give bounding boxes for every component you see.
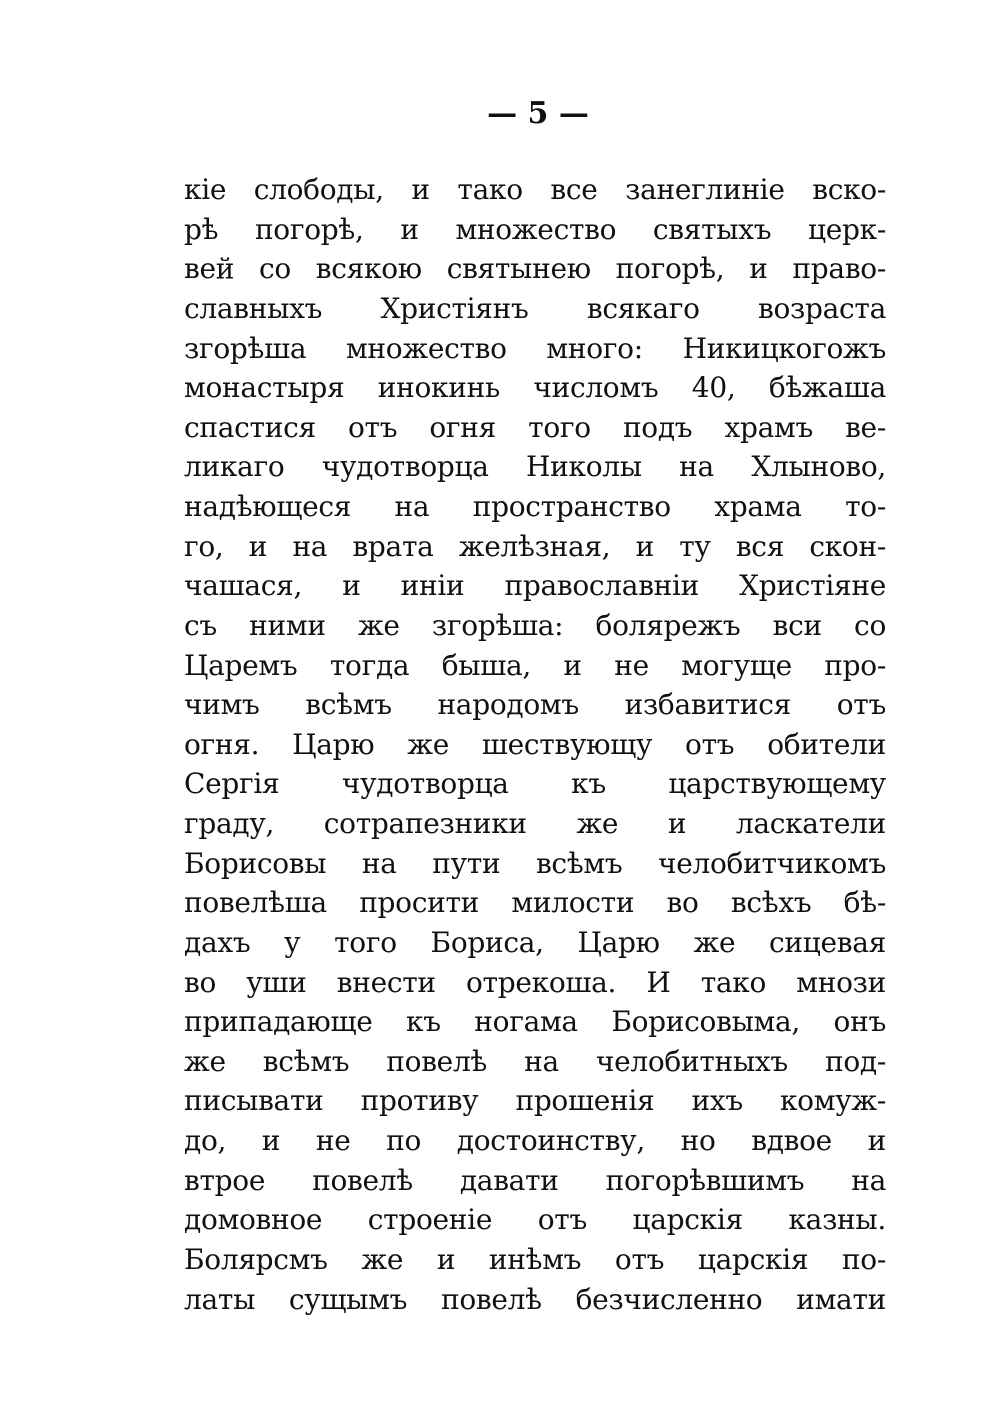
text-line: згорѣша множество много: Никицкогожъ: [184, 331, 886, 365]
text-line: славныхъ Христіянъ всякаго возраста: [184, 291, 886, 325]
text-line: монастыря инокинь числомъ 40, бѣжаша: [184, 371, 886, 405]
text-line: дахъ у того Бориса, Царю же сицевая: [184, 925, 886, 959]
text-line: го, и на врата желѣзная, и ту вся скон-: [184, 529, 886, 563]
text-line: кіе слободы, и тако все занеглиніе вско-: [184, 173, 886, 206]
text-line: Борисовы на пути всѣмъ челобитчикомъ: [184, 846, 886, 880]
text-line: Царемъ тогда быша, и не могуще про-: [184, 648, 886, 682]
text-line: граду, сотрапезники же и ласкатели: [184, 807, 886, 840]
text-line: домовное строеніе отъ царскія казны.: [184, 1203, 886, 1237]
text-line: чимъ всѣмъ народомъ избавитися отъ: [184, 688, 886, 722]
text-line: надѣющеся на пространство храма то-: [184, 490, 886, 523]
text-line: во уши внести отрекоша. И тако мнози: [184, 965, 886, 999]
text-line: Сергія чудотворца къ царствующему: [184, 767, 886, 801]
page-number: — 5 —: [487, 96, 589, 131]
text-line: повелѣша просити милости во всѣхъ бѣ-: [184, 886, 886, 920]
text-line: втрое повелѣ давати погорѣвшимъ на: [184, 1163, 886, 1197]
text-line: ликаго чудотворца Николы на Хлыново,: [184, 450, 886, 484]
text-line: до, и не по достоинству, но вдвое и: [184, 1124, 886, 1157]
text-line: съ ними же згорѣша: болярежъ вси со: [184, 608, 886, 642]
text-line: латы сущымъ повелѣ безчисленно имати: [184, 1282, 886, 1316]
text-line: Болярсмъ же и инѣмъ отъ царскія по-: [184, 1242, 886, 1276]
text-line: же всѣмъ повелѣ на челобитныхъ под-: [184, 1044, 886, 1078]
text-line: припадающе къ ногама Борисовыма, онъ: [184, 1005, 886, 1039]
body-text: [184, 170, 886, 1319]
text-line: чашася, и иніи православніи Христіяне: [184, 569, 886, 603]
text-line: спастися отъ огня того подъ храмъ ве-: [184, 410, 886, 444]
text-line: огня. Царю же шествующу отъ обители: [184, 727, 886, 761]
text-line: писывати противу прошенія ихъ комуж-: [184, 1084, 886, 1118]
text-line: рѣ погорѣ, и множество святыхъ церк-: [184, 212, 886, 246]
text-line: вей со всякою святынею погорѣ, и право-: [184, 252, 886, 286]
